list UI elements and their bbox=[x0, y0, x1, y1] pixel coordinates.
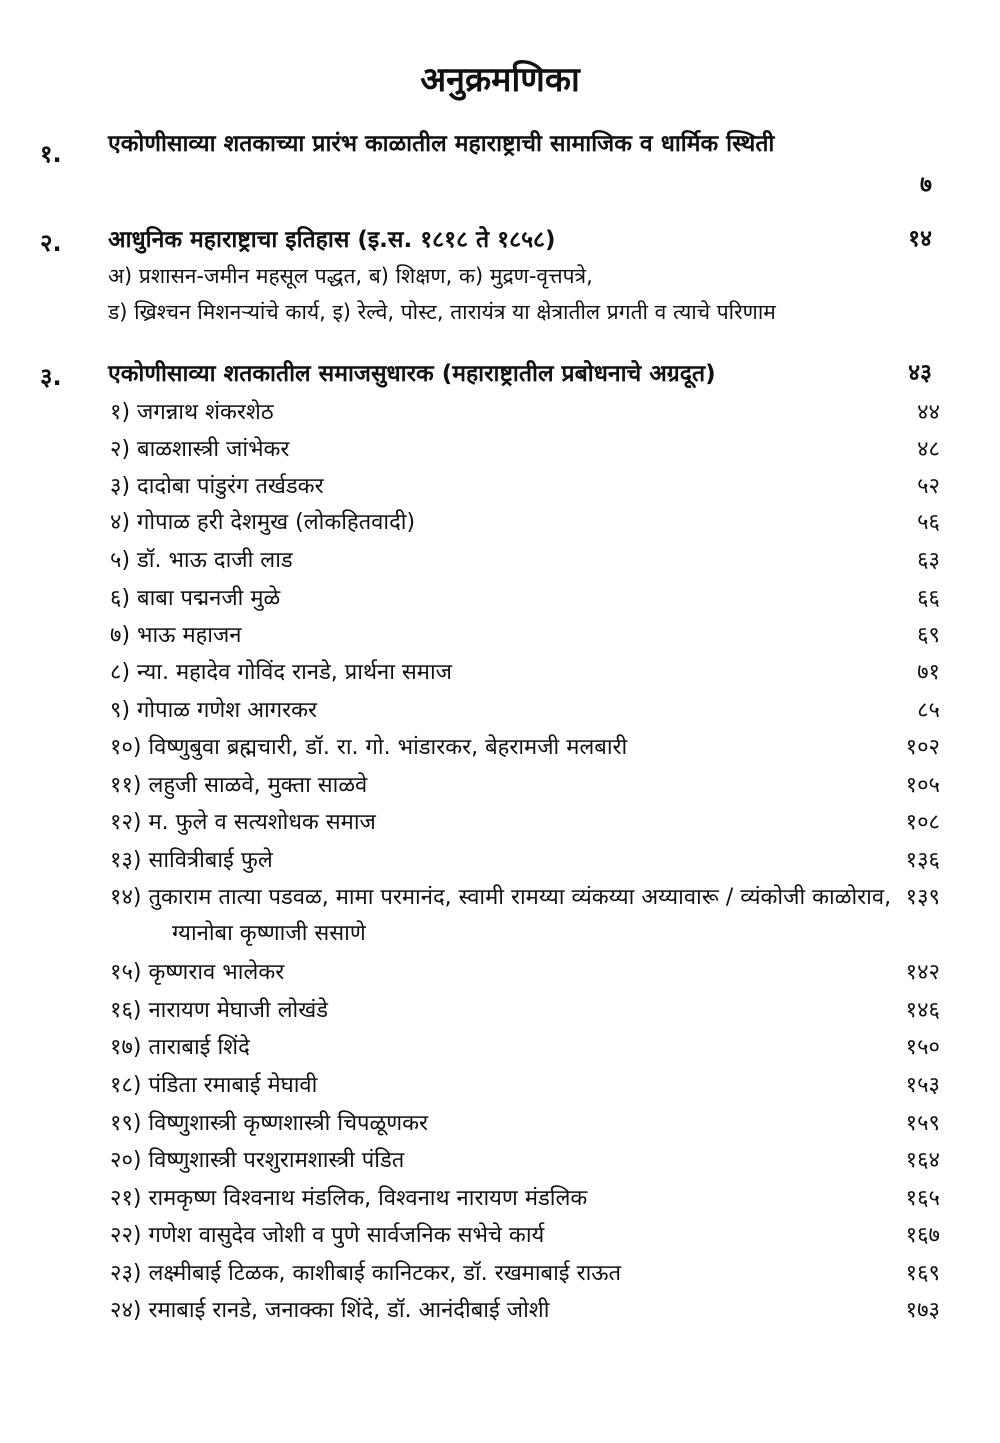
chapter-number: २. bbox=[40, 229, 62, 257]
toc-item: १३) सावित्रीबाई फुले bbox=[110, 848, 273, 873]
toc-item: १) जगन्नाथ शंकरशेठ bbox=[110, 400, 274, 425]
toc-item: १४) तुकाराम तात्या पडवळ, मामा परमानंद, स्वामी रामय्या व्यंकय्या अय्यावारू / व्यंकोजी काळोराव, ग्यानोबा कृष्णाजी ससाणे bbox=[110, 885, 892, 946]
toc-item: ४) गोपाळ हरी देशमुख (लोकहितवादी) bbox=[110, 510, 416, 535]
chapter-title: आधुनिक महाराष्ट्राचा इतिहास (इ.स. १८१८ ते १८५८) bbox=[108, 227, 556, 253]
toc-item-page: १३९ bbox=[905, 885, 940, 910]
toc-item-page: १६९ bbox=[905, 1261, 940, 1286]
chapter-title: एकोणीसाव्या शतकाच्या प्रारंभ काळातील महाराष्ट्राची सामाजिक व धार्मिक स्थिती bbox=[108, 131, 775, 157]
toc-item-page: ४८ bbox=[917, 437, 940, 462]
chapter-topics-line: अ) प्रशासन-जमीन महसूल पद्धत, ब) शिक्षण, क) मुद्रण-वृत्तपत्रे, bbox=[108, 264, 593, 288]
toc-item-page: ६३ bbox=[917, 548, 940, 573]
toc-item: २०) विष्णुशास्त्री परशुरामशास्त्री पंडित bbox=[110, 1148, 405, 1173]
chapter-number: ३. bbox=[40, 363, 62, 391]
toc-item: ८) न्या. महादेव गोविंद रानडे, प्रार्थना समाज bbox=[110, 660, 452, 685]
toc-item-page: १०५ bbox=[905, 773, 940, 798]
toc-item: २) बाळशास्त्री जांभेकर bbox=[110, 437, 290, 462]
toc-item: ११) लहुजी साळवे, मुक्ता साळवे bbox=[110, 773, 368, 798]
toc-item-page: ७१ bbox=[917, 660, 940, 685]
toc-item: ६) बाबा पद्मनजी मुळे bbox=[110, 586, 281, 611]
toc-item-page: १६४ bbox=[905, 1148, 940, 1173]
toc-item: २३) लक्ष्मीबाई टिळक, काशीबाई कानिटकर, डॉ. रखमाबाई राऊत bbox=[110, 1261, 622, 1286]
toc-item-page: ६६ bbox=[917, 586, 940, 611]
toc-item: १०) विष्णुबुवा ब्रह्मचारी, डॉ. रा. गो. भांडारकर, बेहरामजी मलबारी bbox=[110, 735, 628, 760]
toc-item-page: ५६ bbox=[917, 510, 940, 535]
toc-item: २४) रमाबाई रानडे, जनाक्का शिंदे, डॉ. आनंदीबाई जोशी bbox=[110, 1298, 550, 1323]
toc-item: ३) दादोबा पांडुरंग तर्खडकर bbox=[110, 474, 324, 499]
toc-item-page: ८५ bbox=[917, 698, 940, 723]
toc-item: १७) ताराबाई शिंदे bbox=[110, 1035, 250, 1060]
toc-item-page: ६९ bbox=[917, 623, 940, 648]
toc-item: १२) म. फुले व सत्यशोधक समाज bbox=[110, 810, 376, 835]
toc-item: १५) कृष्णराव भालेकर bbox=[110, 960, 285, 985]
chapter-number: १. bbox=[40, 140, 62, 168]
toc-item-page: १०८ bbox=[905, 810, 940, 835]
toc-item-page: १६७ bbox=[905, 1223, 940, 1248]
toc-item: ९) गोपाळ गणेश आगरकर bbox=[110, 698, 318, 723]
toc-item-page: १५९ bbox=[905, 1111, 940, 1136]
toc-item-page: १७३ bbox=[905, 1298, 940, 1323]
toc-item: १९) विष्णुशास्त्री कृष्णशास्त्री चिपळूणकर bbox=[110, 1111, 429, 1136]
toc-item-page: १४६ bbox=[905, 998, 940, 1023]
toc-item: ५) डॉ. भाऊ दाजी लाड bbox=[110, 548, 293, 573]
toc-item: ७) भाऊ महाजन bbox=[110, 623, 242, 648]
toc-item: १६) नारायण मेघाजी लोखंडे bbox=[110, 998, 328, 1023]
toc-item-page: १६५ bbox=[905, 1186, 940, 1211]
toc-item-page: ५२ bbox=[917, 474, 940, 499]
toc-item-page: १३६ bbox=[905, 848, 940, 873]
toc-item: २२) गणेश वासुदेव जोशी व पुणे सार्वजनिक सभेचे कार्य bbox=[110, 1223, 545, 1248]
chapter-page-number: ७ bbox=[920, 172, 932, 198]
toc-item: १८) पंडिता रमाबाई मेघावी bbox=[110, 1073, 318, 1098]
page-title: अनुक्रमणिका bbox=[420, 60, 580, 100]
toc-item-page: १५० bbox=[905, 1035, 940, 1060]
toc-item-page: १५३ bbox=[905, 1073, 940, 1098]
toc-item-page: १०२ bbox=[905, 735, 940, 760]
toc-item-page: ४४ bbox=[917, 400, 940, 425]
toc-item-page: १४२ bbox=[905, 960, 940, 985]
chapter-page-number: १४ bbox=[908, 226, 932, 252]
chapter-title: एकोणीसाव्या शतकातील समाजसुधारक (महाराष्ट्रातील प्रबोधनाचे अग्रदूत) bbox=[108, 361, 716, 387]
chapter-page-number: ४३ bbox=[908, 360, 932, 386]
toc-item: २१) रामकृष्ण विश्वनाथ मंडलिक, विश्वनाथ नारायण मंडलिक bbox=[110, 1186, 588, 1211]
chapter-topics-line: ड) ख्रिश्चन मिशनऱ्यांचे कार्य, इ) रेल्वे, पोस्ट, तारायंत्र या क्षेत्रातील प्रगती व त्याचे परिणाम bbox=[108, 300, 776, 324]
